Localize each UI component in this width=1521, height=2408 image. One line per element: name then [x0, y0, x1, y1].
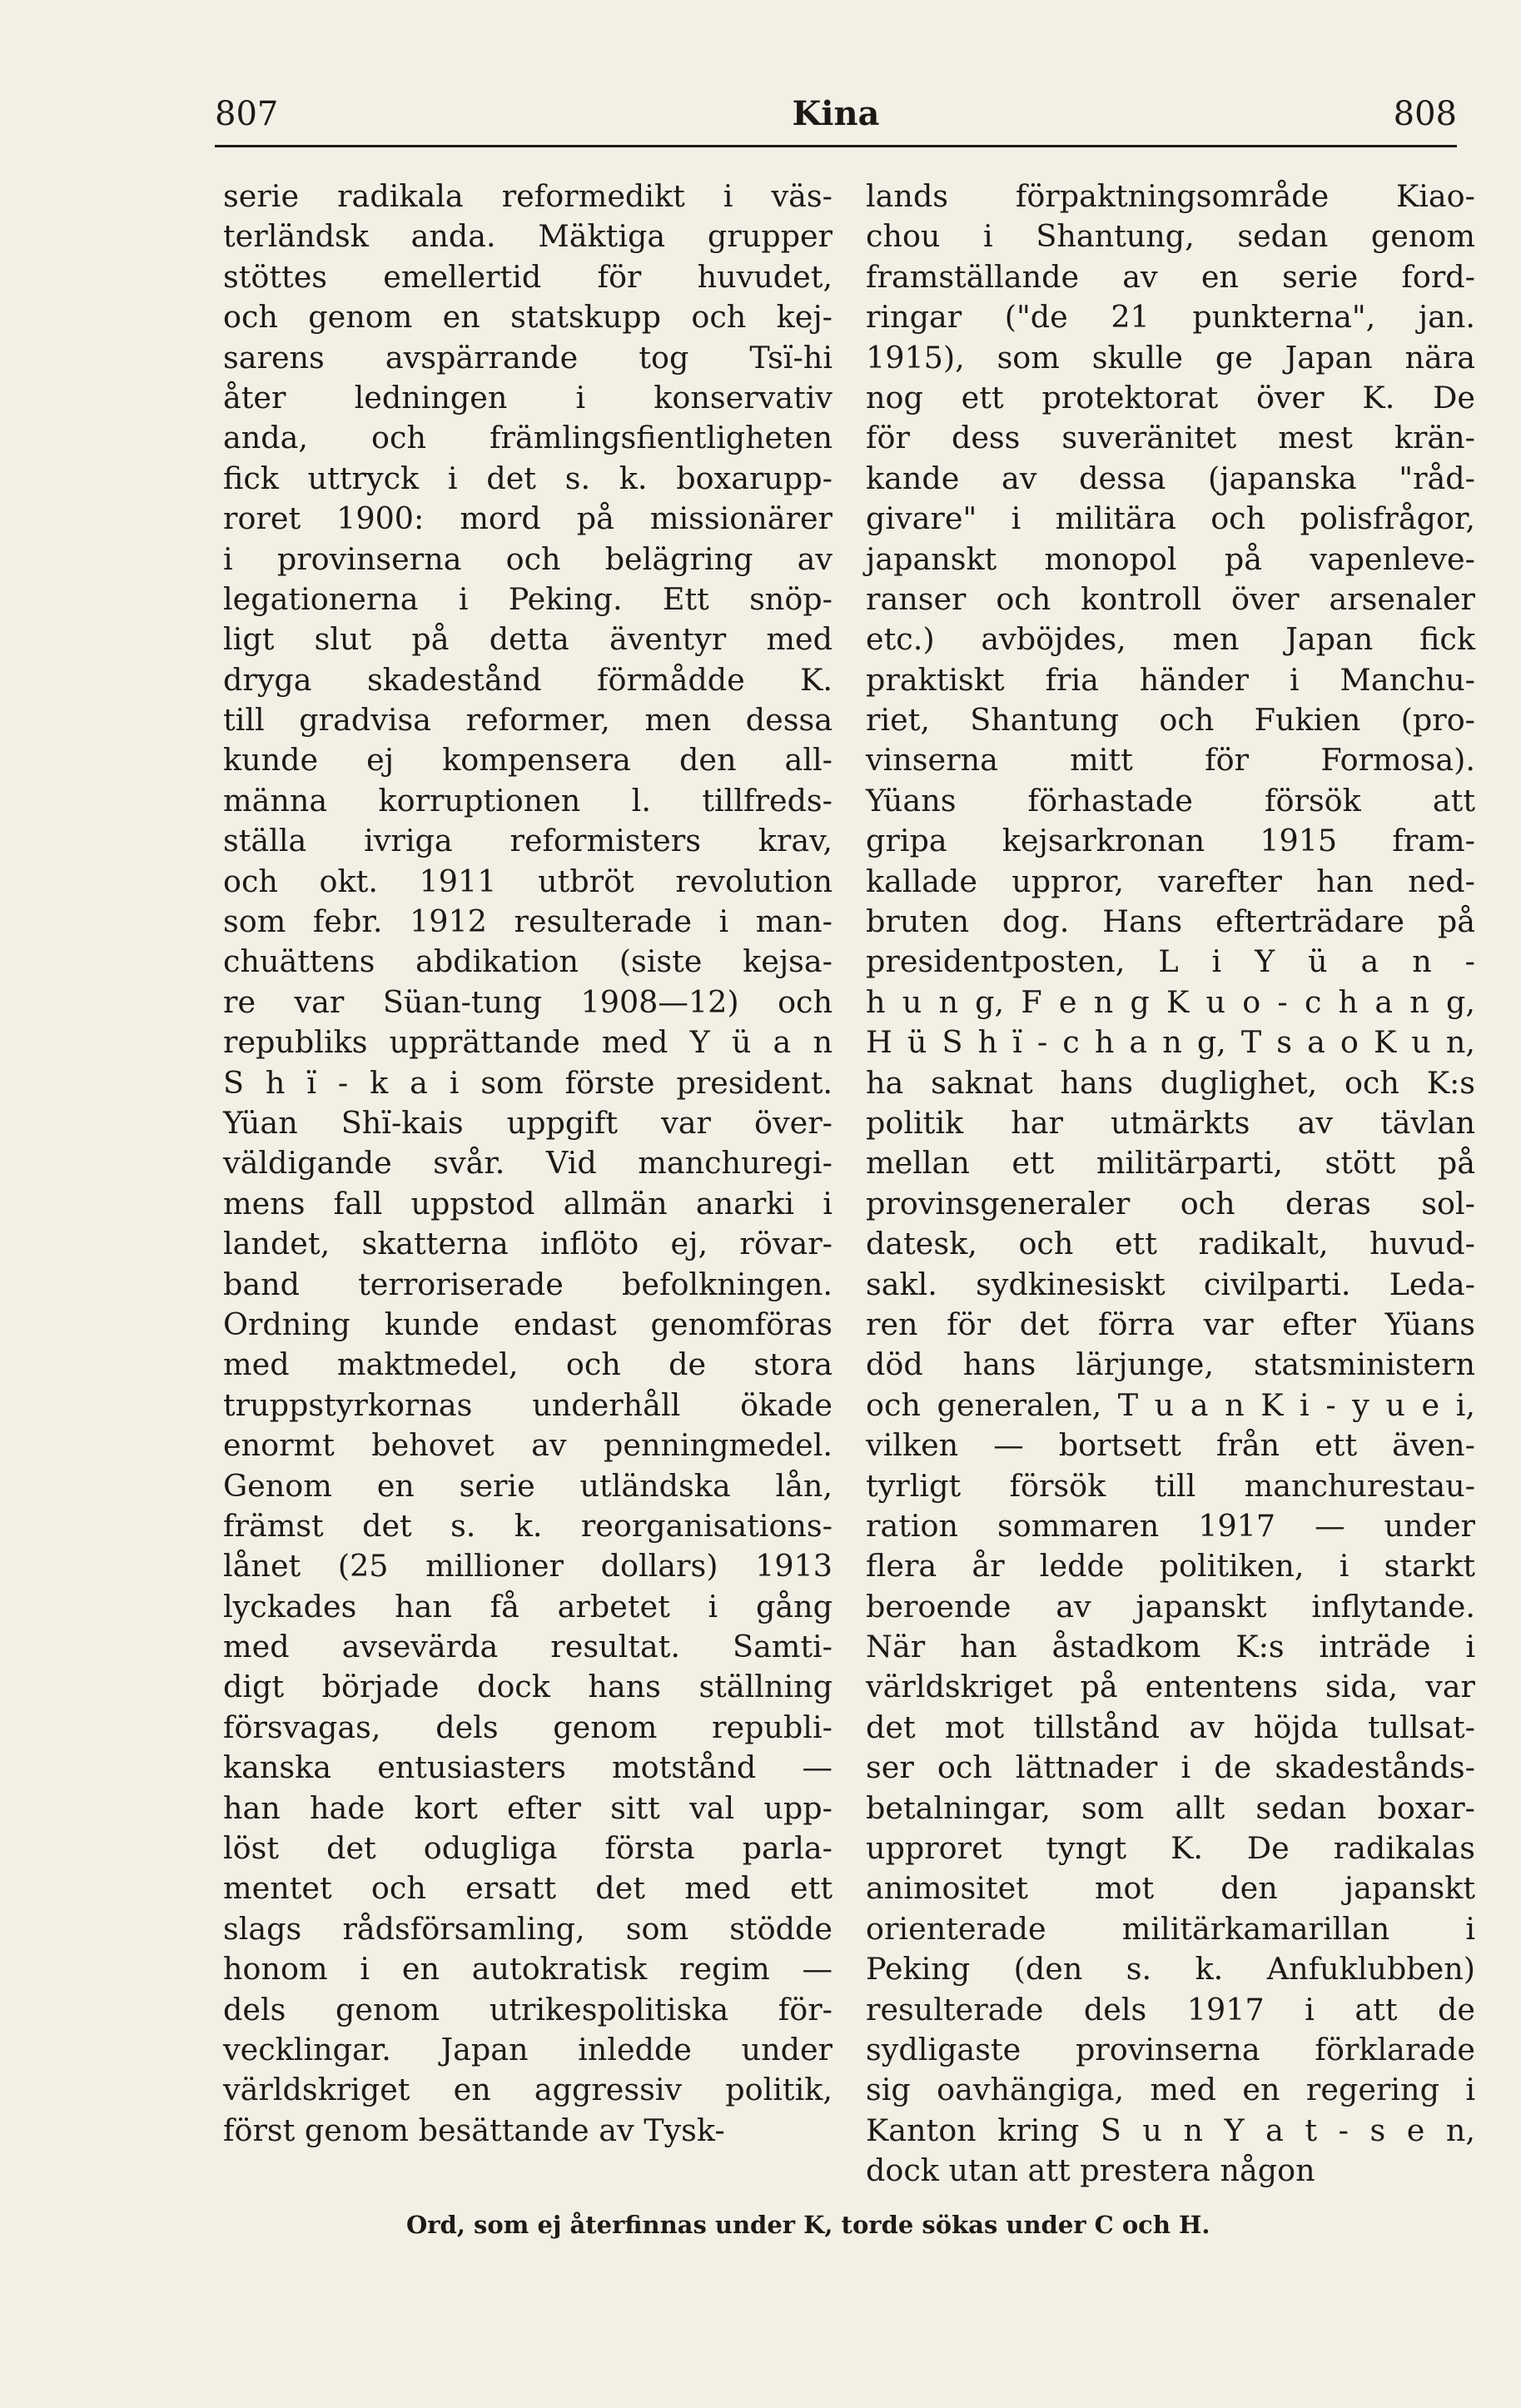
right-column-line: nog ett protektorat över K. De — [866, 379, 1475, 415]
right-column-line: ren för det förra var efter Yüans — [866, 1306, 1475, 1342]
left-column-line: som febr. 1912 resulterade i man- — [223, 903, 833, 940]
right-column-line: givare" i militära och polisfrågor, — [866, 500, 1475, 537]
right-column-line: praktiskt fria händer i Manchu- — [866, 661, 1475, 698]
right-column-line: för dess suveränitet mest krän- — [866, 420, 1475, 456]
right-column-line: sig oavhängiga, med en regering i — [866, 2072, 1475, 2108]
left-column-line: band terroriserade befolkningen. — [223, 1266, 833, 1302]
left-column-line: roret 1900: mord på missionärer — [223, 500, 833, 537]
left-column-line: dels genom utrikespolitiska för- — [223, 1991, 833, 2027]
left-column-line: löst det odugliga första parla- — [223, 1830, 833, 1867]
left-column-line: mens fall uppstod allmän anarki i — [223, 1185, 833, 1221]
left-column-line: fick uttryck i det s. k. boxarupp- — [223, 460, 833, 496]
right-column-line: vinserna mitt för Formosa). — [866, 742, 1475, 779]
left-column-line: sarens avspärrande tog Tsï-hi — [223, 339, 833, 376]
left-column-line: serie radikala reformedikt i väs- — [223, 178, 833, 214]
page-header — [215, 85, 1457, 143]
left-column-line: ställa ivriga reformisters krav, — [223, 823, 833, 859]
right-column-line: orienterade militärkamarillan i — [866, 1910, 1475, 1947]
left-column-line: lånet (25 millioner dollars) 1913 — [223, 1548, 833, 1585]
left-column-line: re var Süan-tung 1908—12) och — [223, 983, 833, 1020]
left-column-line: först genom besättande av Tysk- — [223, 2112, 725, 2148]
left-column-line: anda, och främlingsfientligheten — [223, 420, 833, 456]
right-page-number: 808 — [1393, 95, 1457, 133]
left-column-line: väldigande svår. Vid manchuregi- — [223, 1145, 833, 1182]
footer-note: Ord, som ej återfinnas under K, torde sökas under C och H. — [406, 2211, 1210, 2239]
left-column-line: åter ledningen i konservativ — [223, 379, 833, 415]
right-column-line: H ü S h ï - c h a n g, T s a o K u n, — [866, 1024, 1475, 1061]
right-column-line: chou i Shantung, sedan genom — [866, 218, 1475, 255]
left-column-line: i provinserna och belägring av — [223, 540, 833, 577]
page-title: Kina — [792, 94, 880, 133]
left-column-line: republiks upprättande med Y ü a n — [223, 1024, 833, 1061]
right-column-line: h u n g, F e n g K u o - c h a n g, — [866, 983, 1475, 1020]
right-column-line: ration sommaren 1917 — under — [866, 1507, 1475, 1544]
right-column-line: resulterade dels 1917 i att de — [866, 1991, 1475, 2027]
left-column-line: enormt behovet av penningmedel. — [223, 1427, 833, 1464]
right-column-line: mellan ett militärparti, stött på — [866, 1145, 1475, 1182]
left-column-line: med maktmedel, och de stora — [223, 1346, 833, 1383]
left-column-line: slags rådsförsamling, som stödde — [223, 1910, 833, 1947]
left-column-line: Yüan Shï-kais uppgift var över- — [223, 1104, 833, 1141]
left-column-line: truppstyrkornas underhåll ökade — [223, 1386, 833, 1423]
right-column-line: tyrligt försök till manchurestau- — [866, 1467, 1475, 1504]
right-column-line: kande av dessa (japanska "råd- — [866, 460, 1475, 496]
left-text-column — [223, 177, 833, 2151]
right-column-line: död hans lärjunge, statsministern — [866, 1346, 1475, 1383]
left-column-line: försvagas, dels genom republi- — [223, 1709, 833, 1745]
left-column-line: världskriget en aggressiv politik, — [223, 2072, 833, 2108]
right-column-line: ringar ("de 21 punkterna", jan. — [866, 299, 1475, 336]
left-column-line: kanska entusiasters motstånd — — [223, 1749, 833, 1786]
left-column-line: och genom en statskupp och kej- — [223, 299, 833, 336]
right-column-line: sakl. sydkinesiskt civilparti. Leda- — [866, 1266, 1475, 1302]
left-column-line: vecklingar. Japan inledde under — [223, 2031, 833, 2067]
right-column-line: lands förpaktningsområde Kiao- — [866, 178, 1475, 214]
left-column-line: männa korruptionen l. tillfreds- — [223, 782, 833, 818]
left-column-line: främst det s. k. reorganisations- — [223, 1507, 833, 1544]
left-column-line: Ordning kunde endast genomföras — [223, 1306, 833, 1342]
right-column-line: 1915), som skulle ge Japan nära — [866, 339, 1475, 376]
left-column-line: legationerna i Peking. Ett snöp- — [223, 580, 833, 617]
right-column-line: det mot tillstånd av höjda tullsat- — [866, 1709, 1475, 1745]
left-column-line: ligt slut på detta äventyr med — [223, 621, 833, 658]
right-column-line: bruten dog. Hans efterträdare på — [866, 903, 1475, 940]
right-column-line: beroende av japanskt inflytande. — [866, 1588, 1475, 1624]
right-column-line: etc.) avböjdes, men Japan fick — [866, 621, 1475, 658]
right-column-line: ha saknat hans duglighet, och K:s — [866, 1064, 1475, 1101]
right-column-line: Kanton kring S u n Y a t - s e n, — [866, 2112, 1475, 2148]
left-column-line: S h ï - k a i som förste president. — [223, 1064, 833, 1101]
right-column-line: riet, Shantung och Fukien (pro- — [866, 702, 1475, 739]
left-column-line: digt började dock hans ställning — [223, 1669, 833, 1705]
right-column-line: animositet mot den japanskt — [866, 1870, 1475, 1907]
left-column-line: honom i en autokratisk regim — — [223, 1951, 833, 1988]
left-column-line: till gradvisa reformer, men dessa — [223, 702, 833, 739]
right-column-line: sydligaste provinserna förklarade — [866, 2031, 1475, 2067]
left-column-line: dryga skadestånd förmådde K. — [223, 661, 833, 698]
right-column-line: Yüans förhastade försök att — [866, 782, 1475, 818]
right-column-line: ser och lättnader i de skadestånds- — [866, 1749, 1475, 1786]
right-column-line: upproret tyngt K. De radikalas — [866, 1830, 1475, 1867]
left-column-line: lyckades han få arbetet i gång — [223, 1588, 833, 1624]
right-column-line: dock utan att prestera någon — [866, 2152, 1315, 2189]
right-column-line: världskriget på ententens sida, var — [866, 1669, 1475, 1705]
right-column-line: vilken — bortsett från ett även- — [866, 1427, 1475, 1464]
right-column-line: presidentposten, L i Y ü a n - — [866, 943, 1475, 980]
right-column-line: provinsgeneraler och deras sol- — [866, 1185, 1475, 1221]
left-column-line: chuättens abdikation (siste kejsa- — [223, 943, 833, 980]
left-column-line: mentet och ersatt det med ett — [223, 1870, 833, 1907]
left-column-line: kunde ej kompensera den all- — [223, 742, 833, 779]
right-column-line: framställande av en serie ford- — [866, 258, 1475, 295]
right-column-line: politik har utmärkts av tävlan — [866, 1104, 1475, 1141]
left-column-line: stöttes emellertid för huvudet, — [223, 258, 833, 295]
right-column-line: När han åstadkom K:s inträde i — [866, 1629, 1475, 1665]
right-column-line: och generalen, T u a n K i - y u e i, — [866, 1386, 1475, 1423]
right-text-column — [866, 177, 1475, 2192]
left-column-line: och okt. 1911 utbröt revolution — [223, 863, 833, 899]
left-page-number: 807 — [215, 95, 279, 133]
right-column-line: Peking (den s. k. Anfuklubben) — [866, 1951, 1475, 1988]
right-column-line: gripa kejsarkronan 1915 fram- — [866, 823, 1475, 859]
left-column-line: landet, skatterna inflöto ej, rövar- — [223, 1226, 833, 1262]
right-column-line: kallade uppror, varefter han ned- — [866, 863, 1475, 899]
header-divider — [215, 145, 1457, 147]
right-column-line: datesk, och ett radikalt, huvud- — [866, 1226, 1475, 1262]
right-column-line: japanskt monopol på vapenleve- — [866, 540, 1475, 577]
left-column-line: terländsk anda. Mäktiga grupper — [223, 218, 833, 255]
right-column-line: betalningar, som allt sedan boxar- — [866, 1789, 1475, 1826]
left-column-line: han hade kort efter sitt val upp- — [223, 1789, 833, 1826]
right-column-line: flera år ledde politiken, i starkt — [866, 1548, 1475, 1585]
right-column-line: ranser och kontroll över arsenaler — [866, 580, 1475, 617]
left-column-line: med avsevärda resultat. Samti- — [223, 1629, 833, 1665]
left-column-line: Genom en serie utländska lån, — [223, 1467, 833, 1504]
